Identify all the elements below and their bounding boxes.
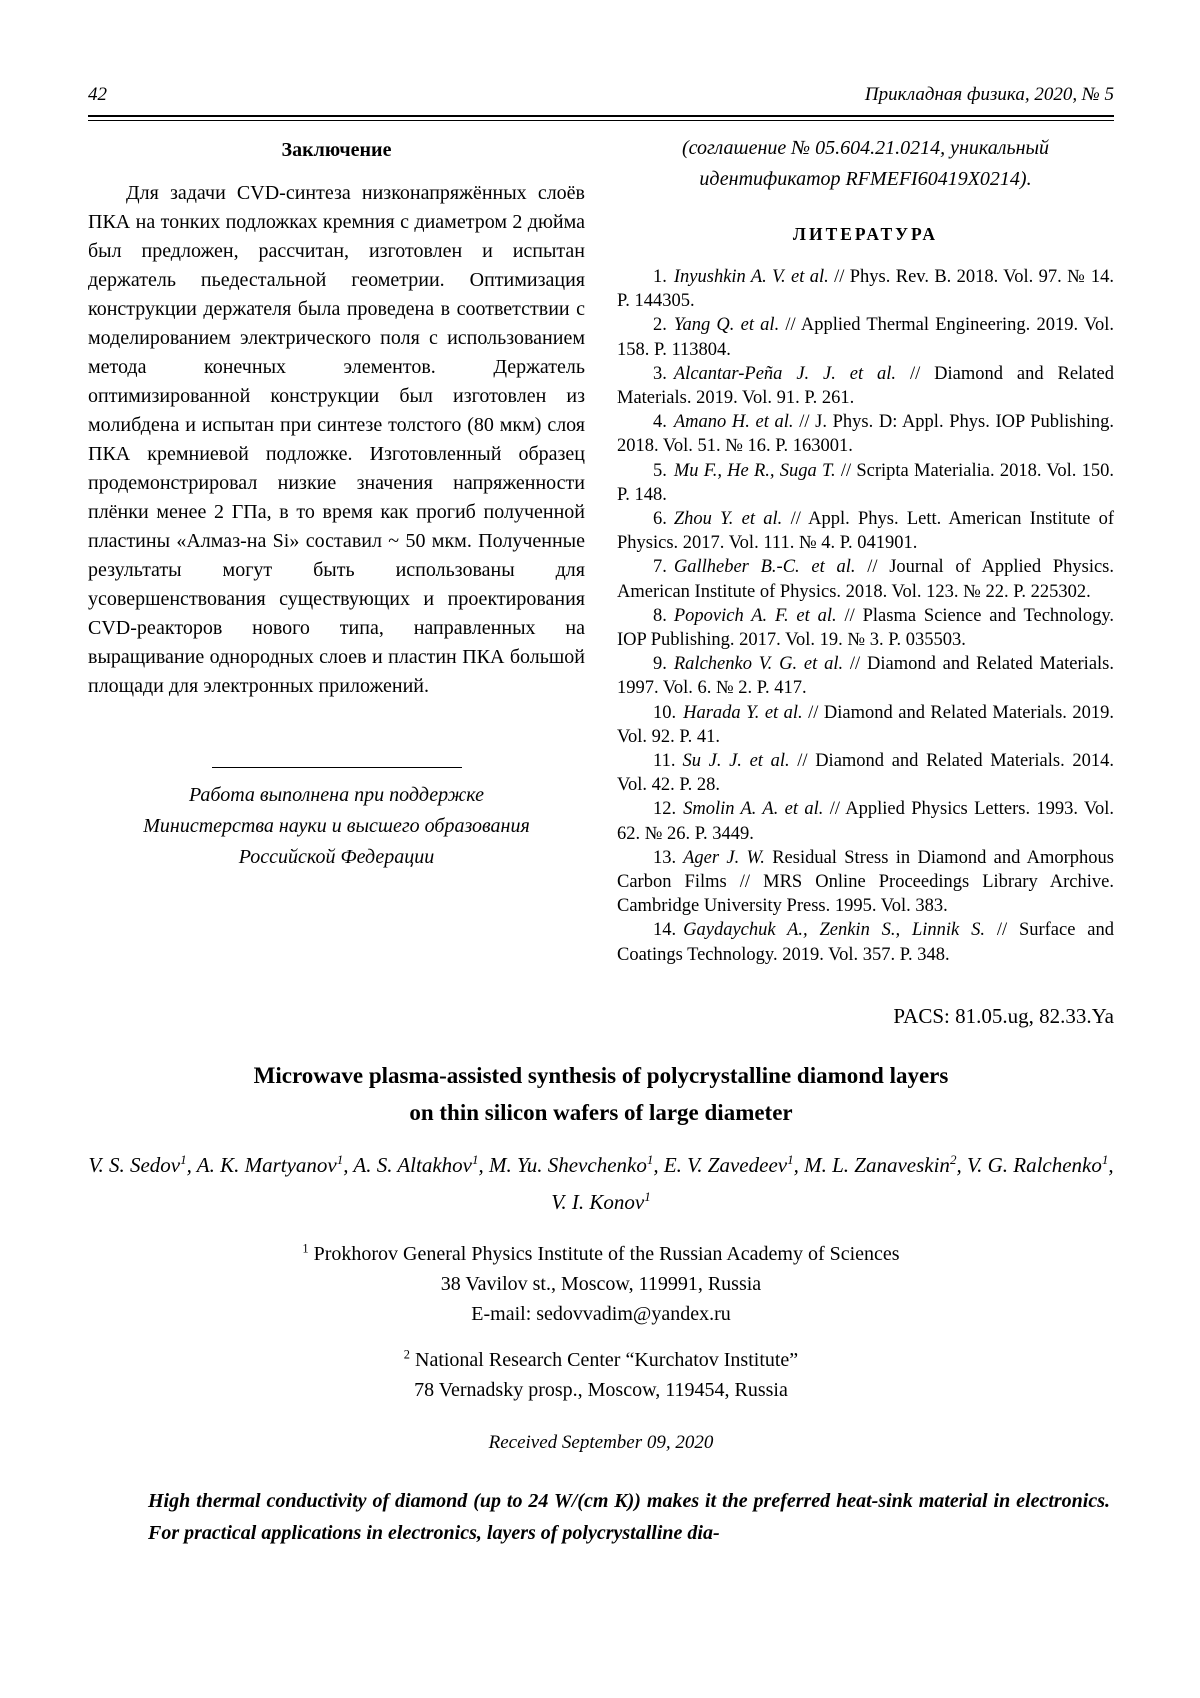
reference-item bbox=[617, 313, 1114, 361]
author: M. Yu. Shevchenko$^1$, bbox=[488, 1151, 664, 1177]
reference-authors: Gallheber B.-C. et al. bbox=[673, 557, 856, 578]
reference-authors: Gaydaychuk A., Zenkin S., Linnik S. bbox=[683, 920, 985, 941]
reference-item bbox=[617, 555, 1114, 603]
left-column bbox=[88, 129, 585, 967]
reference-source: // Applied Physics Letters. 1993. Vol. 62. № 26. P. 3449. bbox=[617, 799, 1114, 844]
author-affiliation-sup: 2 bbox=[949, 1151, 957, 1167]
reference-source: // Appl. Phys. Lett. American Institute of Physics. 2017. Vol. 111. № 4. P. 041901. bbox=[617, 509, 1115, 554]
article-title bbox=[88, 1057, 1114, 1131]
reference-authors: Ager J. W. bbox=[683, 847, 765, 868]
received-date: Received September 09, 2020 bbox=[488, 1431, 714, 1453]
reference-source: // Diamond and Related Materials. 2019. Vol. 92. P. 41. bbox=[617, 702, 1114, 747]
reference-number: 12. bbox=[653, 799, 677, 820]
article-title-line: Microwave plasma-assisted synthesis of polycrystalline diamond layers bbox=[253, 1062, 949, 1088]
grant-note-line: (соглашение № 05.604.21.0214, уникальный bbox=[681, 137, 1050, 159]
author: V. G. Ralchenko$^1$, bbox=[966, 1151, 1114, 1177]
references-heading: ЛИТЕРАТУРА bbox=[792, 224, 939, 244]
author: V. I. Konov$^1$ bbox=[551, 1188, 651, 1214]
reference-item bbox=[617, 846, 1114, 919]
affiliation-sup: 2 bbox=[403, 1347, 410, 1362]
reference-authors: Mu F., He R., Suga T. bbox=[673, 460, 836, 481]
pacs-codes: PACS: 81.05.ug, 82.33.Ya bbox=[893, 1003, 1114, 1028]
footnote-line: Работа выполнена при поддержке bbox=[188, 784, 485, 806]
author-affiliation-sup: 1 bbox=[644, 1188, 651, 1204]
reference-number: 2. bbox=[653, 315, 667, 336]
author: V. S. Sedov$^1$, bbox=[88, 1151, 197, 1177]
reference-source: // J. Phys. D: Appl. Phys. IOP Publishing. 2018. Vol. 51. № 16. P. 163001. bbox=[617, 412, 1115, 457]
reference-item bbox=[617, 797, 1114, 845]
reference-number: 7. bbox=[653, 557, 667, 578]
reference-number: 3. bbox=[653, 363, 667, 384]
reference-authors: Su J. J. et al. bbox=[682, 751, 790, 772]
author: M. L. Zanaveskin$^2$, bbox=[804, 1151, 967, 1177]
affiliation-2 bbox=[88, 1345, 1114, 1405]
article-title-line: on thin silicon wafers of large diameter bbox=[409, 1099, 793, 1125]
footnote-line: Российской Федерации bbox=[238, 846, 435, 868]
journal-title: Прикладная физика, 2020, № 5 bbox=[864, 84, 1114, 105]
affiliation-name: $^2$ National Research Center “Kurchatov Institute” bbox=[403, 1347, 799, 1371]
footnote-rule bbox=[212, 767, 462, 768]
grant-note-line: идентификатор RFMEFI60419X0214). bbox=[699, 168, 1032, 190]
reference-authors: Inyushkin A. V. et al. bbox=[673, 267, 829, 287]
author-affiliation-sup: 1 bbox=[646, 1151, 654, 1167]
reference-authors: Ralchenko V. G. et al. bbox=[673, 654, 844, 675]
reference-source: // Surface and Coatings Technology. 2019. Vol. 357. P. 348. bbox=[617, 920, 1114, 965]
reference-number: 10. bbox=[653, 702, 677, 723]
author-affiliation-sup: 1 bbox=[180, 1151, 187, 1167]
authors-line bbox=[88, 1147, 1114, 1221]
author-affiliation-sup: 1 bbox=[336, 1151, 344, 1167]
reference-item bbox=[617, 410, 1114, 458]
reference-authors: Popovich A. F. et al. bbox=[673, 605, 837, 626]
reference-number: 13. bbox=[653, 847, 677, 868]
author-affiliation-sup: 1 bbox=[471, 1151, 479, 1167]
reference-source: // Plasma Science and Technology. IOP Publishing. 2017. Vol. 19. № 3. P. 035503. bbox=[617, 605, 1114, 651]
reference-number: 1. bbox=[653, 267, 667, 287]
reference-source: Residual Stress in Diamond and Amorphous Carbon Films // MRS Online Proceedings Library Archive. Cambridge University Press. 1995. Vol. 383. bbox=[617, 847, 1114, 917]
reference-item bbox=[617, 652, 1114, 700]
reference-source: // Diamond and Related Materials. 2014. Vol. 42. P. 28. bbox=[617, 751, 1114, 796]
reference-number: 4. bbox=[653, 412, 667, 433]
two-column-body bbox=[88, 129, 1114, 967]
page-number: 42 bbox=[88, 84, 107, 105]
affiliation-sup: 1 bbox=[302, 1241, 309, 1256]
header-rule bbox=[88, 115, 1114, 121]
author: A. S. Altakhov$^1$, bbox=[353, 1151, 489, 1177]
reference-item bbox=[617, 265, 1114, 313]
author-affiliation-sup: 1 bbox=[787, 1151, 794, 1167]
reference-item bbox=[617, 701, 1114, 749]
affiliation-address: 38 Vavilov st., Moscow, 119991, Russia bbox=[440, 1272, 762, 1295]
reference-authors: Smolin A. A. et al. bbox=[683, 799, 824, 820]
references-list bbox=[617, 265, 1114, 967]
reference-number: 11. bbox=[653, 751, 676, 772]
reference-authors: Amano H. et al. bbox=[673, 412, 794, 433]
author: A. K. Martyanov$^1$, bbox=[196, 1151, 354, 1177]
reference-item bbox=[617, 459, 1114, 507]
reference-item bbox=[617, 507, 1114, 555]
affiliation-1 bbox=[88, 1239, 1114, 1329]
grant-note bbox=[617, 133, 1114, 195]
running-head bbox=[88, 84, 1114, 106]
reference-source: // Scripta Materialia. 2018. Vol. 150. P. 148. bbox=[617, 460, 1115, 505]
reference-item bbox=[617, 604, 1114, 652]
reference-source: // Applied Thermal Engineering. 2019. Vol. 158. P. 113804. bbox=[617, 315, 1114, 360]
author-affiliation-sup: 1 bbox=[1101, 1151, 1109, 1167]
reference-number: 5. bbox=[653, 460, 667, 481]
funding-footnote bbox=[88, 780, 585, 873]
reference-source: // Journal of Applied Physics. American Institute of Physics. 2018. Vol. 123. № 22. P. 225302. bbox=[617, 557, 1115, 602]
affiliation-address: 78 Vernadsky prosp., Moscow, 119454, Russia bbox=[414, 1378, 788, 1401]
reference-authors: Yang Q. et al. bbox=[673, 315, 780, 336]
abstract-text: High thermal conductivity of diamond (up to 24 W/(cm K)) makes it the preferred heat-sink material in electronics. For practical applications in electronics, layers of polycrystalline dia- bbox=[148, 1489, 1110, 1544]
reference-number: 6. bbox=[653, 509, 667, 530]
footnote-line: Министерства науки и высшего образования bbox=[143, 815, 530, 837]
reference-number: 9. bbox=[653, 654, 667, 675]
reference-source: // Diamond and Related Materials. 1997. Vol. 6. № 2. P. 417. bbox=[617, 654, 1114, 699]
reference-source: // Diamond and Related Materials. 2019. Vol. 91. P. 261. bbox=[617, 363, 1114, 409]
right-column bbox=[617, 129, 1114, 967]
reference-authors: Alcantar-Peña J. J. et al. bbox=[673, 363, 897, 384]
reference-item bbox=[617, 749, 1114, 797]
reference-item bbox=[617, 918, 1114, 966]
reference-number: 14. bbox=[653, 920, 677, 941]
reference-authors: Harada Y. et al. bbox=[683, 702, 803, 723]
reference-authors: Zhou Y. et al. bbox=[673, 509, 783, 530]
author: E. V. Zavedeev$^1$, bbox=[663, 1151, 805, 1177]
affiliation-email: E-mail: sedovvadim@yandex.ru bbox=[471, 1302, 731, 1325]
reference-source: // Phys. Rev. B. 2018. Vol. 97. № 14. P. 144305. bbox=[617, 267, 1115, 312]
affiliation-name: $^1$ Prokhorov General Physics Institute of the Russian Academy of Sciences bbox=[302, 1241, 900, 1265]
conclusion-heading: Заключение bbox=[281, 139, 392, 161]
reference-number: 8. bbox=[653, 605, 667, 626]
reference-item bbox=[617, 362, 1114, 410]
conclusion-paragraph: Для задачи CVD-синтеза низконапряжённых слоёв ПКА на тонких подложках кремния с диаметром 2 дюйма был предложен, рассчитан, изготовлен и испытан держатель пьедестальной геометрии. Оптимизация конструкции держателя была проведена в соответствии с моделированием электрического поля с использованием метода конечных элементов. Держатель оптимизированной конструкции был изготовлен из молибдена и испытан при синтезе толстого (80 мкм) слоя ПКА кремниевой подложке. Изготовленный образец продемонстрировал низкие значения напряженности плёнки менее 2 ГПа, в то время как прогиб полученной пластины «Алмаз-на Si» составил ~ 50 мкм. Полученные результаты могут быть использованы для усовершенствования существующих и проектирования CVD-реакторов нового типа, направленных на выращивание однородных слоев и пластин ПКА большой площади для электронных приложений. bbox=[88, 182, 585, 697]
